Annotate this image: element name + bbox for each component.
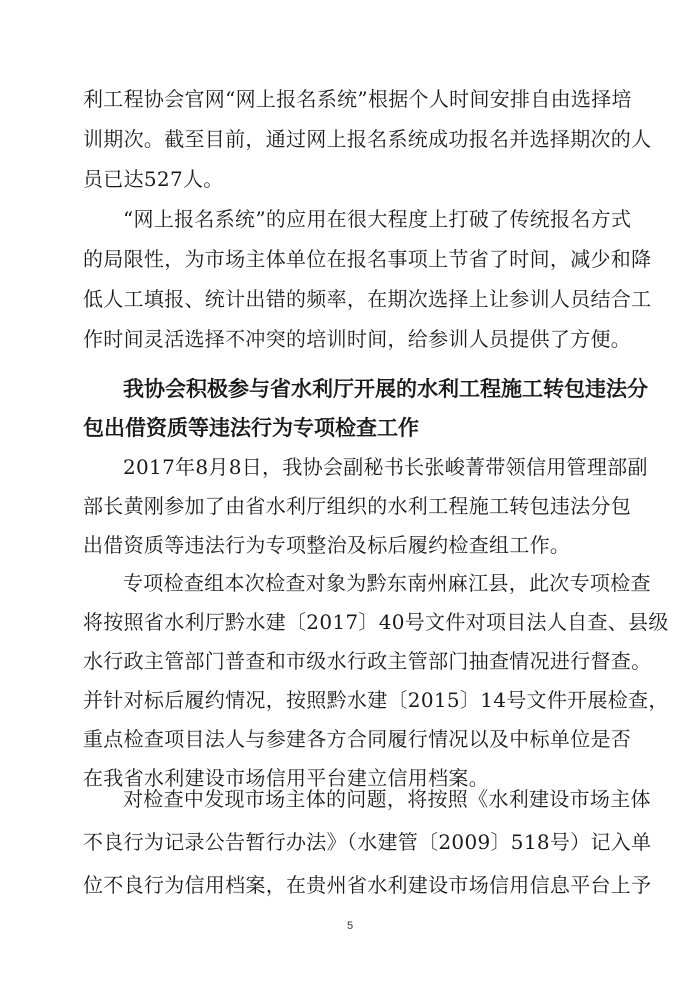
paragraph-2-line-1: “网上报名系统”的应用在很大程度上打破了传统报名方式 [123, 207, 632, 231]
paragraph-1-line-1: 利工程协会官网“网上报名系统”根据个人时间安排自由选择培 [83, 87, 632, 111]
paragraph-3-line-1: 2017年8月8日，我协会副秘书长张峻菁带领信用管理部副 [123, 455, 648, 479]
paragraph-4-line-1: 专项检查组本次检查对象为黔东南州麻江县，此次专项检查 [123, 571, 651, 595]
paragraph-5-line-2: 不良行为记录公告暂行办法》（水建管〔2009〕518号）记入单 [83, 830, 652, 854]
paragraph-5-line-3: 位不良行为信用档案，在贵州省水利建设市场信用信息平台上予 [83, 873, 652, 897]
paragraph-1-line-2: 训期次。截至目前，通过网上报名系统成功报名并选择期次的人 [83, 127, 652, 151]
paragraph-2-line-3: 低人工填报、统计出错的频率，在期次选择上让参训人员结合工 [83, 287, 652, 311]
paragraph-4-line-5: 重点检查项目法人与参建各方合同履行情况以及中标单位是否 [83, 727, 632, 751]
paragraph-4-line-6: 在我省水利建设市场信用平台建立信用档案。 [83, 766, 489, 790]
paragraph-2-line-4: 作时间灵活选择不冲突的培训时间，给参训人员提供了方便。 [83, 327, 632, 351]
paragraph-2-line-2: 的局限性，为市场主体单位在报名事项上节省了时间，减少和降 [83, 247, 652, 271]
paragraph-4-line-2: 将按照省水利厅黔水建〔2017〕40号文件对项目法人自查、县级 [83, 610, 669, 634]
section-heading-line-1: 我协会积极参与省水利厅开展的水利工程施工转包违法分 [123, 377, 648, 401]
paragraph-1-line-3: 员已达527人。 [83, 167, 224, 191]
paragraph-4-line-3: 水行政主管部门普查和市级水行政主管部门抽查情况进行督查。 [83, 649, 652, 673]
paragraph-5-line-1: 对检查中发现市场主体的问题，将按照《水利建设市场主体 [123, 787, 651, 811]
paragraph-3-line-3: 出借资质等违法行为专项整治及标后履约检查组工作。 [83, 533, 571, 557]
paragraph-4-line-4: 并针对标后履约情况，按照黔水建〔2015〕14号文件开展检查， [83, 688, 669, 712]
section-heading-line-2: 包出借资质等违法行为专项检查工作 [83, 416, 419, 440]
page-number: 5 [346, 920, 354, 932]
paragraph-3-line-2: 部长黄刚参加了由省水利厅组织的水利工程施工转包违法分包 [83, 494, 632, 518]
